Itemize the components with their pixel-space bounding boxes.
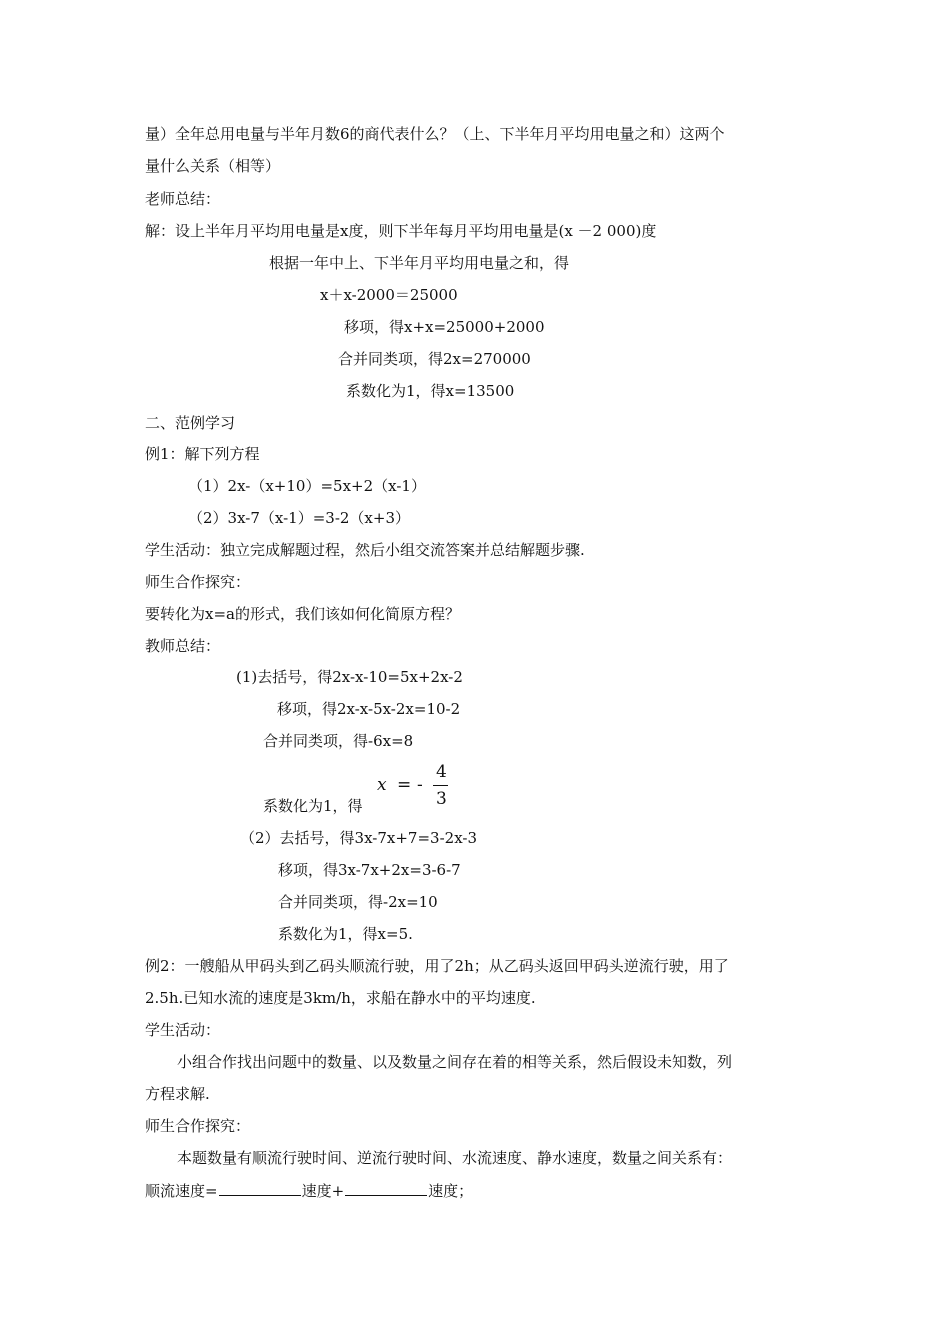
equation-line: (1)去括号，得2x-x-10=5x+2x-2 — [236, 668, 463, 686]
fraction-equals: = — [397, 775, 412, 795]
answer-blank[interactable] — [219, 1180, 301, 1196]
text-line: 小组合作找出问题中的数量、以及数量之间存在着的相等关系，然后假设未知数，列 — [177, 1053, 733, 1071]
equation-line: 移项，得x+x=25000+2000 — [344, 318, 545, 336]
text-line: 要转化为x=a的形式，我们该如何化简原方程？ — [145, 605, 460, 623]
equation-line: （2）3x-7（x-1）=3-2（x+3） — [188, 509, 410, 527]
fraction-denominator: 3 — [436, 789, 447, 809]
fraction-numerator: 4 — [436, 762, 447, 782]
fraction-sign: - — [417, 775, 423, 795]
fill-in-line — [145, 1180, 473, 1201]
text-line: 学生活动：独立完成解题过程，然后小组交流答案并总结解题步骤. — [145, 541, 585, 559]
text-line: 方程求解. — [145, 1085, 210, 1103]
text-line: 根据一年中上、下半年月平均用电量之和，得 — [269, 254, 570, 272]
text-line: 量什么关系（相等） — [145, 157, 281, 175]
equation-line: 系数化为1，得x=13500 — [346, 382, 515, 400]
equation-line: 合并同类项，得2x=270000 — [338, 350, 531, 368]
text-line: 教师总结： — [145, 637, 221, 655]
equation-line: 系数化为1，得x=5. — [278, 925, 413, 943]
equation-line: 合并同类项，得-6x=8 — [263, 732, 414, 750]
equation-line: （2）去括号，得3x-7x+7=3-2x-3 — [240, 829, 477, 847]
text-line: 2.5h.已知水流的速度是3km/h，求船在静水中的平均速度. — [145, 989, 536, 1007]
fill-in-text: 速度； — [428, 1182, 474, 1200]
fraction-bar — [433, 785, 448, 786]
equation-line: x＋x-2000＝25000 — [320, 286, 458, 304]
text-line: 量）全年总用电量与半年月数6的商代表什么？（上、下半年月平均用电量之和）这两个 — [145, 125, 725, 143]
equation-line: 合并同类项，得-2x=10 — [278, 893, 438, 911]
text-line: 本题数量有顺流行驶时间、逆流行驶时间、水流速度、静水速度，数量之间关系有： — [177, 1149, 733, 1167]
answer-blank[interactable] — [345, 1180, 427, 1196]
equation-line: 移项，得2x-x-5x-2x=10-2 — [277, 700, 461, 718]
text-line: 师生合作探究： — [145, 573, 251, 591]
fill-in-text: 顺流速度= — [145, 1182, 218, 1200]
text-line: 解：设上半年月平均用电量是x度，则下半年每月平均用电量是(x －2 000)度 — [145, 222, 657, 240]
fill-in-text: 速度+ — [301, 1182, 345, 1200]
example-heading: 例2：一艘船从甲码头到乙码头顺流行驶，用了2h；从乙码头返回甲码头逆流行驶，用了 — [145, 957, 729, 975]
example-heading: 例1：解下列方程 — [145, 445, 260, 463]
fraction-variable: x — [377, 775, 387, 795]
equation-line: 系数化为1，得 — [263, 797, 363, 815]
equation-line: （1）2x-（x+10）=5x+2（x-1） — [188, 477, 426, 495]
equation-line: 移项，得3x-7x+2x=3-6-7 — [278, 861, 461, 879]
text-line: 学生活动： — [145, 1021, 221, 1039]
text-line: 师生合作探究： — [145, 1117, 251, 1135]
section-heading: 二、范例学习 — [145, 414, 236, 432]
text-line: 老师总结： — [145, 190, 221, 208]
